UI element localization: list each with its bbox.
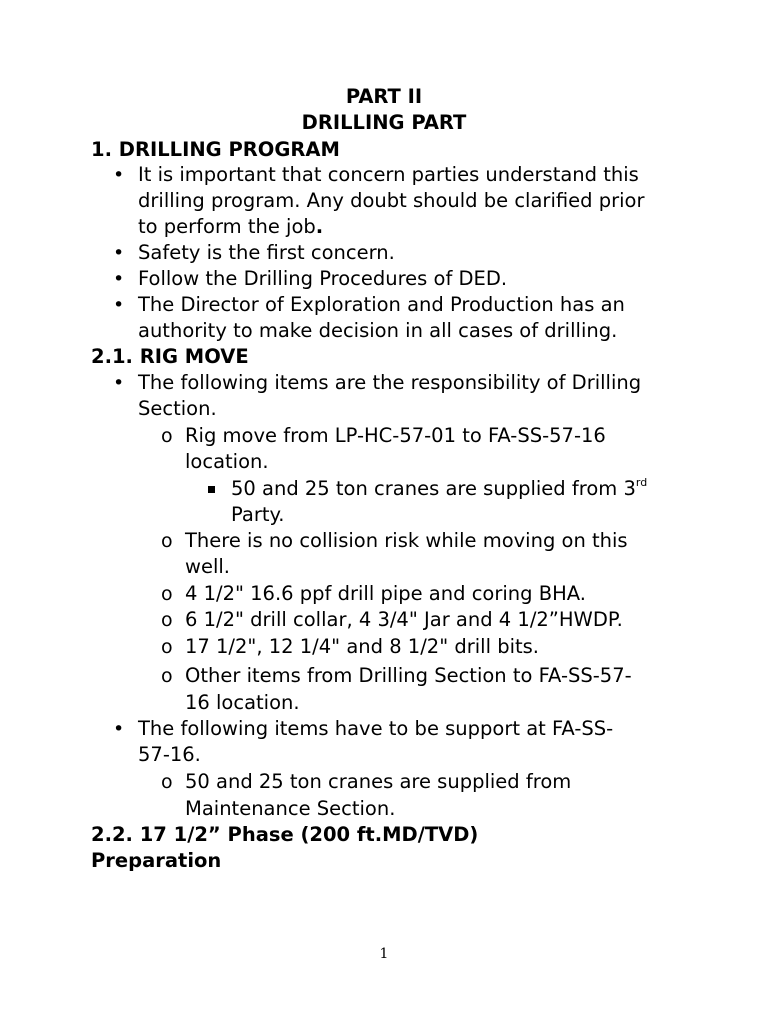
sub-list-item-line: Maintenance Section. [185,797,396,820]
circle-marker: o [161,665,173,687]
bullet-marker: • [113,268,125,290]
list-item-line: drilling program. Any doubt should be clarified prior [138,189,645,212]
document-title: DRILLING PART [301,111,467,134]
bullet-marker: • [113,718,125,740]
list-item-text: to perform the job [138,215,316,238]
section-heading-drilling-program: 1. DRILLING PROGRAM [91,138,340,161]
sub-list-item-line: 16 location. [185,691,300,714]
sub-list-item-line: 50 and 25 ton cranes are supplied from [185,770,572,793]
sub-list-item-line: Other items from Drilling Section to FA-SS-57- [185,664,632,687]
list-item: Follow the Drilling Procedures of DED. [138,267,508,290]
square-bullet-marker [208,486,215,493]
circle-marker: o [161,583,173,605]
section-heading-phase-continuation: Preparation [91,849,222,872]
sub-list-item-line: well. [185,555,230,578]
bullet-marker: • [113,164,125,186]
sub-sub-list-item-line: Party. [231,503,285,526]
circle-marker: o [161,609,173,631]
ordinal-suffix: rd [635,476,648,489]
bullet-marker: • [113,294,125,316]
bullet-marker: • [113,372,125,394]
list-item: Safety is the first concern. [138,241,395,264]
list-item-line: The Director of Exploration and Production has an [138,293,625,316]
sub-sub-list-item-line [231,476,647,502]
sub-list-item: 6 1/2" drill collar, 4 3/4" Jar and 4 1/2”HWDP. [185,608,623,631]
section-heading-rig-move: 2.1. RIG MOVE [91,345,249,368]
bullet-marker: • [113,242,125,264]
sub-list-item: 17 1/2", 12 1/4" and 8 1/2" drill bits. [185,635,540,658]
list-item-line: 57-16. [138,743,201,766]
sub-list-item-line: location. [185,450,269,473]
section-heading-phase: 2.2. 17 1/2” Phase (200 ft.MD/TVD) [91,823,479,846]
list-item-line: The following items are the responsibility of Drilling [138,371,642,394]
sub-list-item: 4 1/2" 16.6 ppf drill pipe and coring BHA. [185,582,586,605]
list-item-line: Section. [138,397,217,420]
circle-marker: o [161,425,173,447]
list-item-period: . [315,215,324,238]
circle-marker: o [161,771,173,793]
part-title: PART II [345,85,423,108]
circle-marker: o [161,636,173,658]
circle-marker: o [161,530,173,552]
sub-sub-list-item-text: 50 and 25 ton cranes are supplied from 3 [231,477,636,500]
list-item-line: It is important that concern parties understand this [138,163,639,186]
sub-list-item-line: There is no collision risk while moving on this [185,529,628,552]
sub-list-item-line: Rig move from LP-HC-57-01 to FA-SS-57-16 [185,424,606,447]
list-item-line: The following items have to be support at FA-SS- [138,717,614,740]
page-number: 1 [379,946,389,962]
list-item-line [138,214,323,240]
list-item-line: authority to make decision in all cases of drilling. [138,319,618,342]
